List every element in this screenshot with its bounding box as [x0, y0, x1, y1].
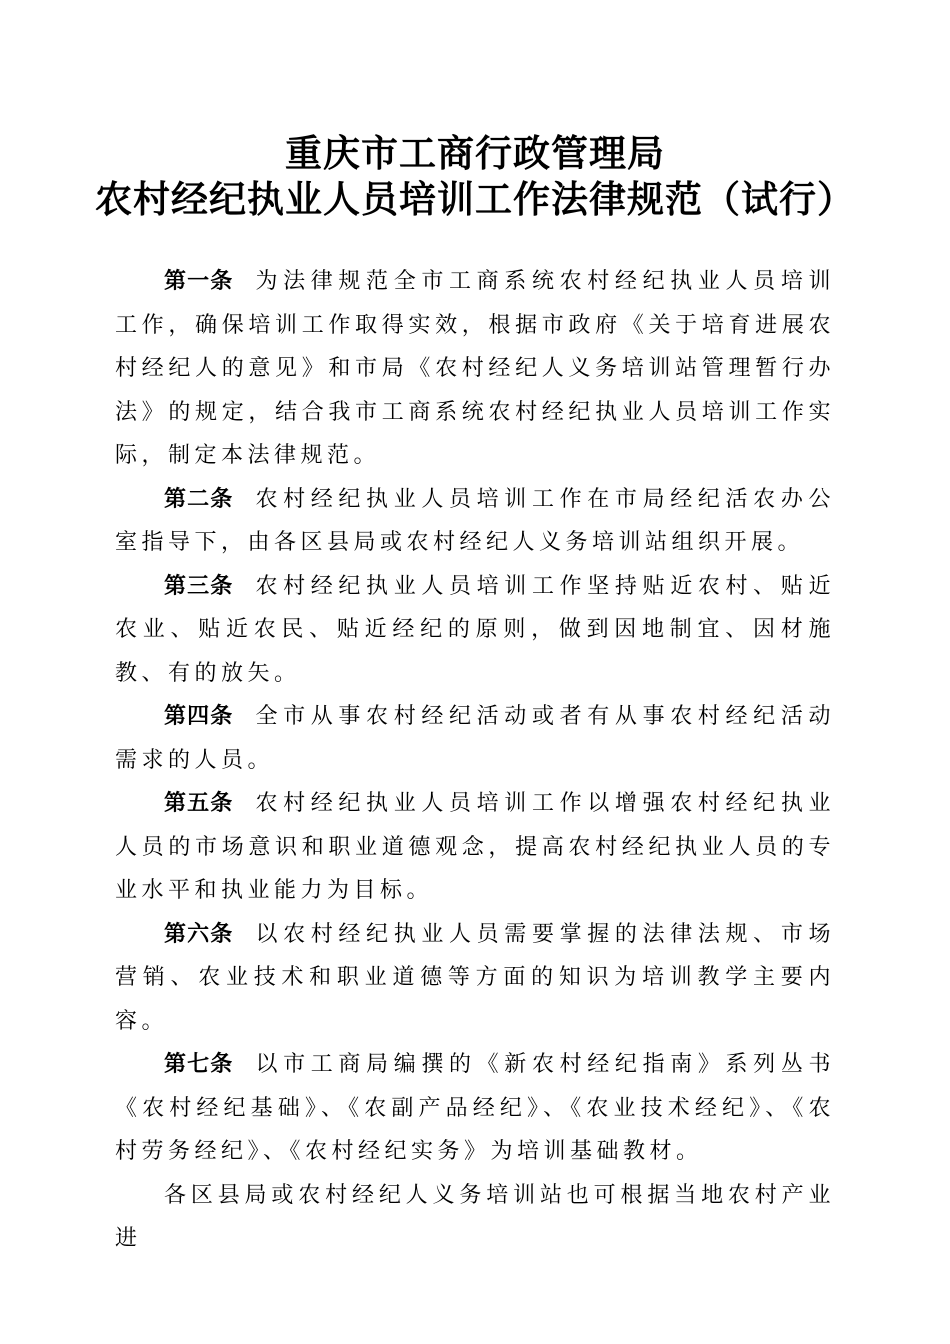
article-text: 全市从事农村经纪活动或者有从事农村经纪活动需求的人员。 — [115, 704, 835, 773]
article-text: 农村经纪执业人员培训工作坚持贴近农村、贴近农业、贴近农民、贴近经纪的原则，做到因地制宜、因材施教、有的放矢。 — [115, 573, 835, 686]
article-label: 第一条 — [164, 269, 234, 294]
article-2 — [115, 478, 835, 565]
article-text: 农村经纪执业人员培训工作以增强农村经纪执业人员的市场意识和职业道德观念，提高农村经纪执业人员的专业水平和执业能力为目标。 — [115, 791, 835, 903]
article-4 — [115, 695, 835, 782]
article-label: 第五条 — [164, 791, 234, 816]
continuation-paragraph: 各区县局或农村经纪人义务培训站也可根据当地农村产业进 — [115, 1182, 835, 1251]
article-label: 第六条 — [164, 921, 234, 947]
document-title — [0, 130, 950, 222]
article-6 — [115, 913, 835, 1044]
article-text: 以农村经纪执业人员需要掌握的法律法规、市场营销、农业技术和职业道德等方面的知识为培训教学主要内容。 — [115, 921, 835, 1034]
article-label: 第七条 — [164, 1052, 234, 1077]
article-label: 第四条 — [164, 704, 234, 729]
title-line-1: 重庆市工商行政管理局 — [285, 131, 665, 175]
article-text: 以市工商局编撰的《新农村经纪指南》系列丛书《农村经纪基础》、《农副产品经纪》、《农业技术经纪》、《农村劳务经纪》、《农村经纪实务》为培训基础教材。 — [115, 1052, 835, 1164]
article-5 — [115, 782, 835, 913]
article-label: 第二条 — [164, 486, 234, 512]
article-1 — [115, 260, 835, 478]
title-line-2: 农村经纪执业人员培训工作法律规范（试行） — [95, 177, 855, 221]
article-label: 第三条 — [164, 573, 234, 599]
document-body — [115, 260, 835, 1261]
article-text: 农村经纪执业人员培训工作在市局经纪活农办公室指导下，由各区县局或农村经纪人义务培训站组织开展。 — [115, 486, 835, 555]
article-3 — [115, 565, 835, 696]
article-7 — [115, 1043, 835, 1174]
article-text: 为法律规范全市工商系统农村经纪执业人员培训工作，确保培训工作取得实效，根据市政府《关于培育进展农村经纪人的意见》和市局《农村经纪人义务培训站管理暂行办法》的规定，结合我市工商系统农村经纪执业人员培训工作实际，制定本法律规范。 — [115, 269, 835, 468]
